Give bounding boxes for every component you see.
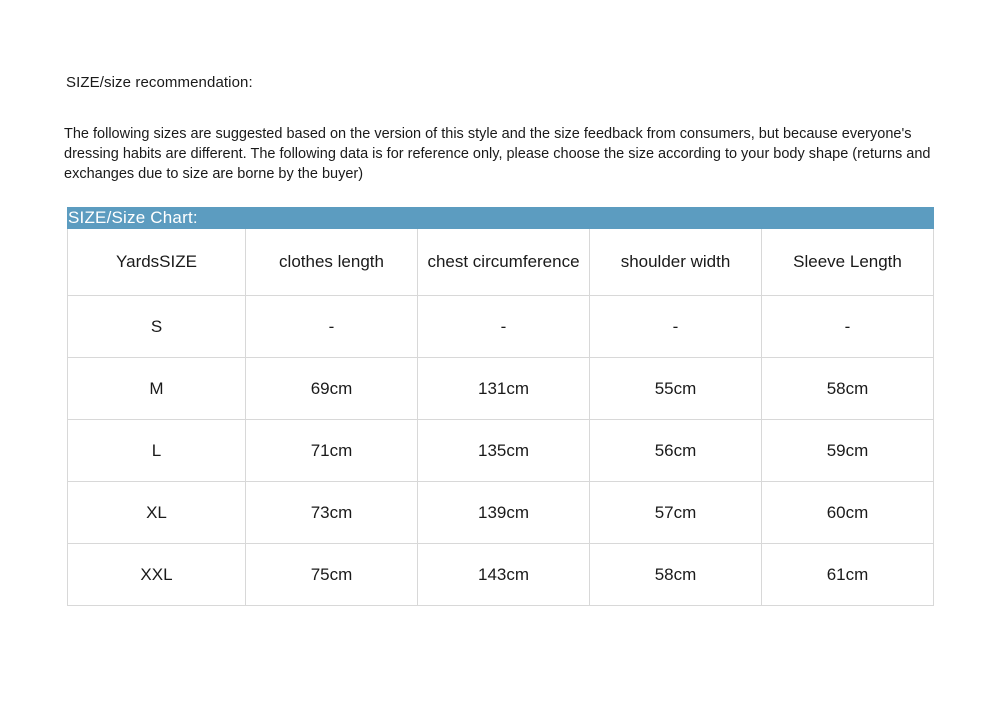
cell-size: XXL xyxy=(68,544,246,606)
chart-title-row xyxy=(68,208,934,229)
column-header-shoulder-width: shoulder width xyxy=(590,229,762,296)
cell-size: XL xyxy=(68,482,246,544)
cell-chest-circumference: 139cm xyxy=(418,482,590,544)
cell-clothes-length: - xyxy=(246,296,418,358)
intro-body: The following sizes are suggested based on the version of this style and the size feedback from consumers, but because everyone's dressing habits are different. The following data is for reference only, please choose the size according to your body shape (returns and exchanges due to size are borne by the buyer) xyxy=(64,126,931,182)
cell-size: L xyxy=(68,420,246,482)
cell-sleeve-length: 60cm xyxy=(762,482,934,544)
cell-sleeve-length: 59cm xyxy=(762,420,934,482)
table-row xyxy=(68,358,934,420)
table-row xyxy=(68,482,934,544)
cell-sleeve-length: - xyxy=(762,296,934,358)
size-chart-container xyxy=(67,207,933,606)
cell-size: S xyxy=(68,296,246,358)
cell-clothes-length: 69cm xyxy=(246,358,418,420)
cell-chest-circumference: 143cm xyxy=(418,544,590,606)
cell-clothes-length: 71cm xyxy=(246,420,418,482)
cell-chest-circumference: 135cm xyxy=(418,420,590,482)
column-header-row xyxy=(68,229,934,296)
column-header-clothes-length: clothes length xyxy=(246,229,418,296)
cell-shoulder-width: 58cm xyxy=(590,544,762,606)
column-header-sleeve-length: Sleeve Length xyxy=(762,229,934,296)
intro-title: SIZE/size recommendation: xyxy=(66,74,253,91)
column-header-chest-circumference: chest circumference xyxy=(418,229,590,296)
size-chart-table xyxy=(67,207,934,606)
cell-clothes-length: 75cm xyxy=(246,544,418,606)
cell-shoulder-width: 56cm xyxy=(590,420,762,482)
cell-chest-circumference: - xyxy=(418,296,590,358)
cell-clothes-length: 73cm xyxy=(246,482,418,544)
cell-shoulder-width: - xyxy=(590,296,762,358)
chart-title: SIZE/Size Chart: xyxy=(68,208,934,229)
cell-chest-circumference: 131cm xyxy=(418,358,590,420)
cell-sleeve-length: 61cm xyxy=(762,544,934,606)
table-row xyxy=(68,420,934,482)
cell-shoulder-width: 55cm xyxy=(590,358,762,420)
column-header-size: YardsSIZE xyxy=(68,229,246,296)
cell-shoulder-width: 57cm xyxy=(590,482,762,544)
table-row xyxy=(68,544,934,606)
table-row xyxy=(68,296,934,358)
cell-size: M xyxy=(68,358,246,420)
cell-sleeve-length: 58cm xyxy=(762,358,934,420)
